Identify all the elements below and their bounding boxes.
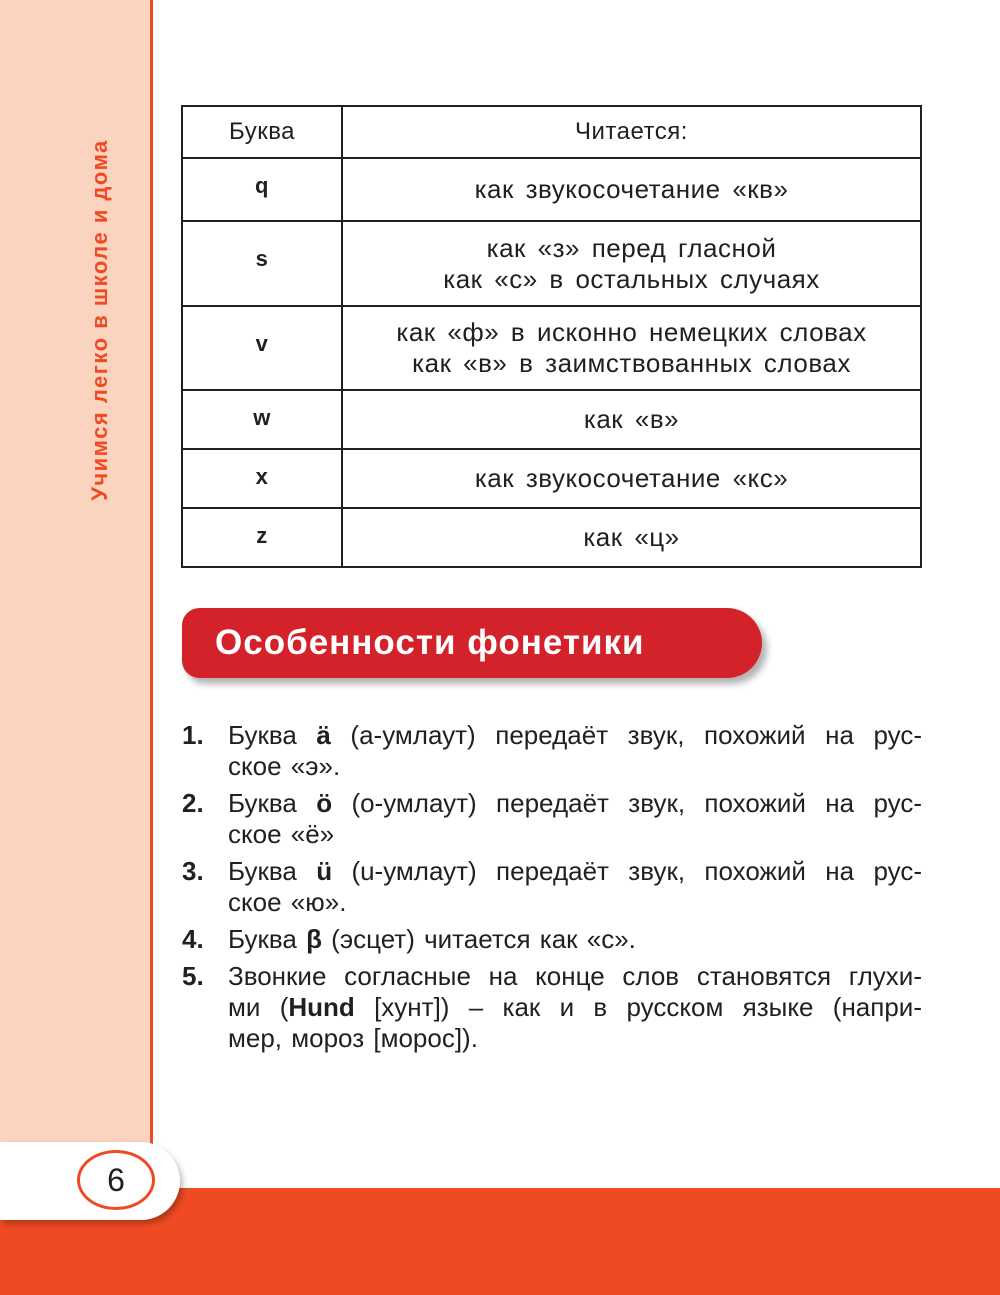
list-item bbox=[182, 856, 922, 918]
letter-cell: v bbox=[182, 306, 342, 390]
sidebar-title: Учимся легко в школе и дома bbox=[87, 139, 112, 501]
reading-line: как «ц» bbox=[583, 522, 680, 552]
table-row bbox=[182, 390, 921, 449]
bold-letter: ü bbox=[316, 856, 333, 886]
reading-line: как «в» в заимствованных словах bbox=[412, 348, 851, 378]
reading-line: как «з» перед гласной bbox=[486, 232, 777, 263]
bold-letter: β bbox=[306, 924, 322, 954]
table-row bbox=[182, 158, 921, 221]
header-reading: Читается: bbox=[342, 106, 921, 158]
item-number: 5. bbox=[182, 961, 204, 991]
text-run: Буква bbox=[228, 856, 317, 886]
table-row bbox=[182, 221, 921, 306]
item-number: 2. bbox=[182, 788, 204, 818]
reading-line: как «ф» в исконно немецких словах bbox=[396, 317, 867, 347]
text-run: Буква bbox=[228, 924, 307, 954]
item-number: 1. bbox=[182, 720, 204, 750]
phonetics-rules-list bbox=[182, 720, 922, 1060]
reading-cell bbox=[342, 508, 921, 567]
text-run: (o-умлаут) передаёт звук, похожий на рус- bbox=[332, 788, 922, 818]
item-number: 4. bbox=[182, 924, 204, 954]
item-text bbox=[228, 961, 922, 1054]
item-text bbox=[228, 924, 922, 955]
reading-cell bbox=[342, 221, 921, 306]
reading-cell bbox=[342, 306, 921, 390]
reading-cell bbox=[342, 158, 921, 221]
text-run: [хунт]) – как и в русском языке (напри- bbox=[354, 992, 922, 1022]
text-run: (a-умлаут) передаёт звук, похожий на рус- bbox=[330, 720, 922, 750]
list-item bbox=[182, 924, 922, 955]
reading-line: как «в» bbox=[583, 404, 680, 434]
table-row bbox=[182, 449, 921, 508]
page-number: 6 bbox=[77, 1150, 155, 1210]
item-text bbox=[228, 788, 922, 850]
letter-cell: w bbox=[182, 390, 342, 449]
text-run: ми ( bbox=[228, 992, 289, 1022]
letter-cell: x bbox=[182, 449, 342, 508]
list-item bbox=[182, 720, 922, 782]
reading-line: как звукосочетание «кв» bbox=[474, 174, 789, 204]
text-run: мер, мороз [морос]). bbox=[228, 1023, 478, 1053]
reading-line: как «с» в остальных случаях bbox=[443, 263, 820, 294]
text-run: ское «ё» bbox=[228, 819, 335, 849]
list-item bbox=[182, 961, 922, 1054]
text-run: ское «ю». bbox=[228, 887, 347, 917]
text-run: (эсцет) читается как «с». bbox=[321, 924, 636, 954]
list-item bbox=[182, 788, 922, 850]
item-number: 3. bbox=[182, 856, 204, 886]
text-run: ское «э». bbox=[228, 751, 341, 781]
bold-letter: ä bbox=[316, 720, 331, 750]
text-run: (u-умлаут) передаёт звук, похожий на рус- bbox=[332, 856, 922, 886]
reading-cell bbox=[342, 449, 921, 508]
letter-cell: z bbox=[182, 508, 342, 567]
table-row bbox=[182, 306, 921, 390]
letter-cell: s bbox=[182, 221, 342, 306]
text-run: Буква bbox=[228, 720, 317, 750]
text-run: Буква bbox=[228, 788, 317, 818]
side-strip bbox=[0, 0, 150, 1190]
letter-pronunciation-table bbox=[181, 105, 922, 568]
reading-cell bbox=[342, 390, 921, 449]
item-text bbox=[228, 856, 922, 918]
text-run: Звонкие согласные на конце слов становятся глухи- bbox=[228, 961, 922, 991]
bold-letter: ö bbox=[316, 788, 333, 818]
letter-cell: q bbox=[182, 158, 342, 221]
table-row bbox=[182, 508, 921, 567]
table-header-row bbox=[182, 106, 921, 158]
section-title: Особенности фонетики bbox=[215, 623, 645, 662]
side-divider bbox=[150, 0, 153, 1190]
header-letter: Буква bbox=[182, 106, 342, 158]
reading-line: как звукосочетание «кс» bbox=[474, 463, 789, 493]
bold-word: Hund bbox=[288, 992, 355, 1022]
item-text bbox=[228, 720, 922, 782]
